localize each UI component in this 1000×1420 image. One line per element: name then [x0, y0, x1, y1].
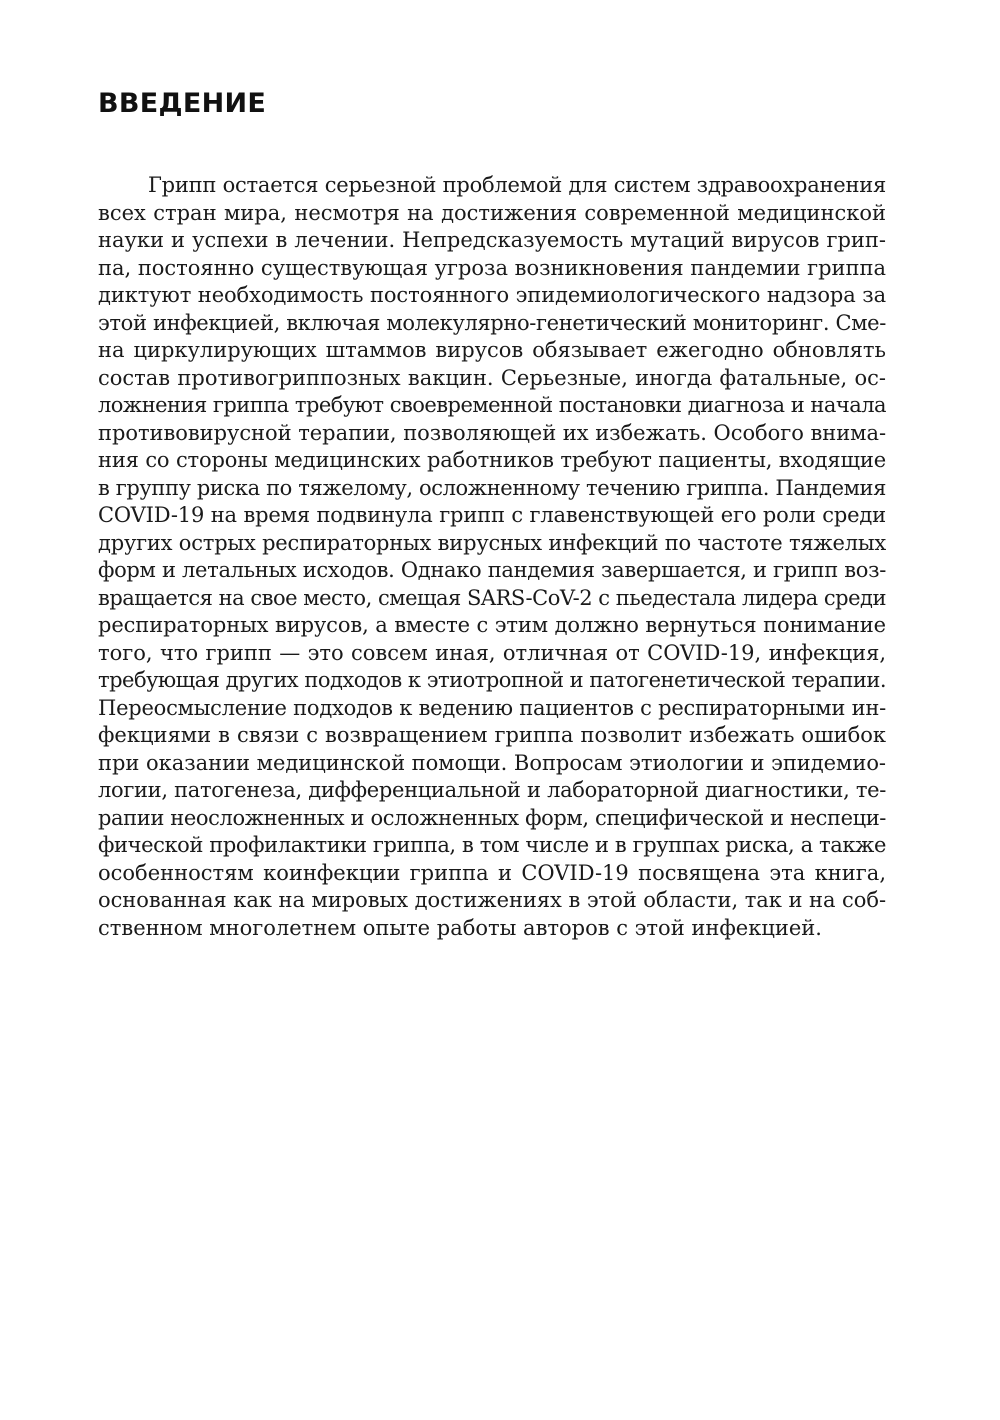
- paragraph-line: других острых респираторных вирусных инфекций по частоте тяжелых: [98, 530, 886, 555]
- paragraph-line: COVID-19 на время подвинула грипп с главенствующей его роли среди: [98, 503, 886, 527]
- paragraph-line: науки и успехи в лечении. Непредсказуемость мутаций вирусов грип-: [98, 228, 886, 252]
- paragraph-line: логии, патогенеза, дифференциальной и лабораторной диагностики, те-: [98, 778, 886, 802]
- paragraph-line: респираторных вирусов, а вместе с этим должно вернуться понимание: [98, 613, 886, 637]
- paragraph-line: состав противогриппозных вакцин. Серьезные, иногда фатальные, ос-: [98, 365, 886, 390]
- paragraph-line: особенностям коинфекции гриппа и COVID-19 посвящена эта книга,: [98, 860, 886, 885]
- paragraph-line: рапии неосложненных и осложненных форм, специфической и неспеци-: [98, 805, 886, 830]
- paragraph-line: Грипп остается серьезной проблемой для систем здравоохранения: [148, 173, 886, 197]
- paragraph-line: всех стран мира, несмотря на достижения современной медицинской: [98, 200, 886, 225]
- paragraph-line: требующая других подходов к этиотропной и патогенетической терапии.: [98, 668, 886, 692]
- paragraph-line: фической профилактики гриппа, в том числе и в группах риска, а также: [98, 833, 886, 857]
- paragraph-line: фекциями в связи с возвращением гриппа позволит избежать ошибок: [98, 723, 886, 747]
- paragraph-line: на циркулирующих штаммов вирусов обязывает ежегодно обновлять: [98, 338, 886, 362]
- paragraph-line: форм и летальных исходов. Однако пандемия завершается, и грипп воз-: [98, 558, 886, 582]
- paragraph-line: в группу риска по тяжелому, осложненному течению гриппа. Пандемия: [98, 475, 886, 500]
- paragraph-line: ложнения гриппа требуют своевременной постановки диагноза и начала: [98, 393, 886, 417]
- paragraph-line: противовирусной терапии, позволяющей их избежать. Особого внима-: [98, 420, 886, 445]
- body-paragraph: [98, 172, 886, 942]
- paragraph-line: Переосмысление подходов к ведению пациентов с респираторными ин-: [98, 695, 886, 720]
- paragraph-line: вращается на свое место, смещая SARS-CoV-2 с пьедестала лидера среди: [98, 585, 886, 610]
- page-title: ВВЕДЕНИЕ: [98, 88, 267, 119]
- paragraph-line: па, постоянно существующая угроза возникновения пандемии гриппа: [98, 255, 886, 280]
- paragraph-line: этой инфекцией, включая молекулярно-генетический мониторинг. Сме-: [98, 310, 886, 335]
- paragraph-line: диктуют необходимость постоянного эпидемиологического надзора за: [98, 283, 886, 307]
- paragraph-line: ственном многолетнем опыте работы авторов с этой инфекцией.: [98, 915, 822, 940]
- paragraph-line: того, что грипп — это совсем иная, отличная от COVID-19, инфекция,: [98, 640, 886, 665]
- paragraph-line: ния со стороны медицинских работников требуют пациенты, входящие: [98, 448, 886, 472]
- paragraph-line: основанная как на мировых достижениях в этой области, так и на соб-: [98, 888, 886, 912]
- paragraph-line: при оказании медицинской помощи. Вопросам этиологии и эпидемио-: [98, 750, 886, 775]
